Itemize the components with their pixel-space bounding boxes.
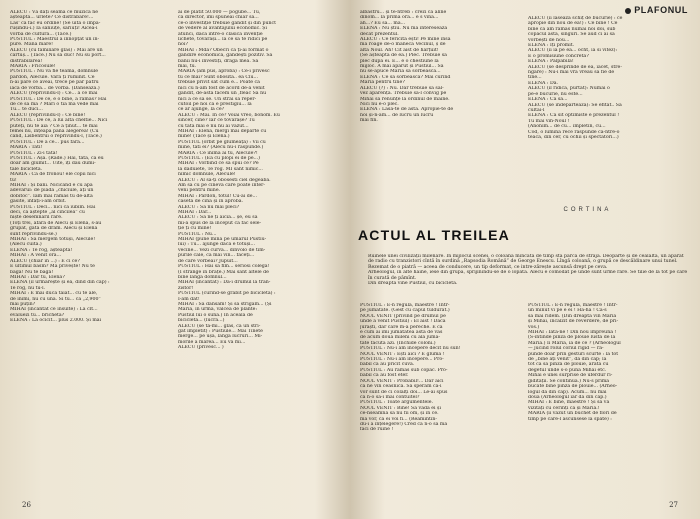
text-line: tu! bbox=[10, 177, 17, 183]
text-line: de acum două mileni cu ăla jumă- bbox=[360, 335, 440, 341]
text-line: PUSTIUL : De ce, a lui alta cheltie... Nici bbox=[10, 118, 108, 124]
text-line: NOUL VENIT (privind pe drumul pe bbox=[360, 313, 446, 319]
text-line: pardon, Alecule. Vara ți ruminit. Ce bbox=[10, 74, 95, 80]
text-line: du-i a înțelegere!) Cred că n-o să mă bbox=[360, 421, 448, 427]
text-line: NOUL VENIT : Bine! Să vadă ei și bbox=[360, 405, 441, 411]
text-line: de vedere al avantajului economic. Și bbox=[178, 26, 267, 32]
bottom-column-1 bbox=[360, 303, 520, 433]
text-line: vorbești de nou... bbox=[528, 37, 570, 43]
text-line: MIHAI : Pardon, totul! Cu-ai de... bbox=[178, 193, 258, 199]
text-line: la dăduiete, Te rog. MI sânt nimic... bbox=[178, 166, 263, 172]
header-title: PLAFONUL bbox=[634, 5, 688, 15]
text-line: ELENA : Nu știu. Nu mă interesează bbox=[360, 26, 448, 32]
text-line: MARIA (îi văzut un buchet de flori de bbox=[528, 411, 617, 417]
text-line: ALECU : Să ne ți aicia... șe, eu să bbox=[178, 215, 258, 221]
text-line: ALECU : Ce fericită ești! Pe mine însă bbox=[360, 37, 451, 43]
text-line: ELENA (îl urmărește și ea, dind din cap) : bbox=[10, 280, 110, 286]
text-line: Cod, o lumină rece răspunde ca-ntre-o bbox=[528, 129, 620, 135]
right-column-1 bbox=[360, 10, 520, 124]
intro-paragraph: Din dreapta vine Pustiul, cu bicicleta. bbox=[368, 281, 458, 287]
text-line: MIHAI : Dar tu, Elena? bbox=[10, 274, 65, 280]
text-line: babil că au fost eter. bbox=[360, 373, 409, 379]
text-line: faci de ruine ! bbox=[360, 427, 394, 433]
text-line: (S-întinde pînza de plouie lustă de la bbox=[528, 335, 616, 341]
text-line: mă roage de-o mânecă Vecinul, ș de bbox=[360, 42, 446, 48]
text-line: ție ți cu mine! bbox=[178, 226, 212, 232]
text-line: ALECU : Al să-ți obosesti ciel degeaba. bbox=[178, 177, 271, 183]
text-line: decât prezentul. bbox=[360, 31, 399, 37]
text-line: mai, tu. bbox=[178, 64, 197, 70]
text-line: Te rog, nu tu-l. bbox=[10, 285, 46, 291]
text-line: apropie din nou de ea!) : Ce bine ! Ce bbox=[528, 21, 618, 27]
text-line: MIHAI (incântat) : Da-i drumul la tran- bbox=[178, 280, 271, 286]
intro-paragraph: Ruinele unei civilizații milenare. In mijlocul scenei, o coloană mincată de timp stă parcă de strajă. Deoparte și de cealaltă, un aparat de radio cu tranzistori cîntă în surdină „Rapsodia Română” de George Enescu. Lîngă coloană, o grupă ce descăldinare unui tunel. Rezemat de o piatră — aceea de conducere, un tip deformat, ce intre-zărește ascunsă drept pe ceva. bbox=[368, 254, 684, 270]
text-line: (I strânge în brațe.) Mai sânt altele de bbox=[178, 269, 269, 275]
bottom-column-2 bbox=[528, 303, 690, 422]
text-line: tine... bbox=[528, 75, 542, 81]
text-line: ce-nseamnă să nu fii om, și în ce. bbox=[360, 411, 439, 417]
text-line: cartuș... (Tace.) Nu să duc! Nu su port... bbox=[10, 53, 106, 59]
bullet-icon bbox=[625, 8, 631, 14]
intro-paragraph: Arheologul, în alte haine, iese din grupă, sprijinindu-se de o lopată. Alecu e comodat pe unde sunt urme rare. Se tilie de la tot pe care în curată de pămînt. bbox=[368, 270, 688, 281]
text-line: Tu... te duci... bbox=[10, 107, 43, 113]
text-line: iacă de vorba... de vorbă. (Dansează.) bbox=[10, 85, 100, 91]
text-line: ALECU (se indepărtează): Se efitat.. Să bbox=[528, 102, 622, 108]
text-line: Tu mai vin-Noul ! bbox=[528, 118, 570, 124]
text-line: PUSTIUL : E-n regulă, maestre ! Intr- bbox=[360, 303, 450, 308]
text-line: puteți, nu te aia ? Ce a ținut... te mai bbox=[10, 123, 98, 129]
text-line: nimic domnule, Alecule! bbox=[178, 172, 236, 178]
text-line: când, Lisbentrui o reprivindu-l, (Tace.) bbox=[10, 134, 102, 140]
text-line: (Alecu cuită.) bbox=[10, 242, 42, 248]
text-line: ELENA : Ca să... bbox=[528, 97, 568, 103]
text-line: caseta de cina și în aprobă. bbox=[178, 199, 244, 205]
right-column-2 bbox=[528, 16, 690, 140]
text-line: MARIA : Că de fronou! ele copii nici bbox=[10, 172, 96, 178]
text-line: ELENA : Îți promit. bbox=[528, 43, 575, 49]
text-line: ALECU (îi ia pe ea... ocht, ia si vitez): bbox=[528, 48, 618, 54]
text-line: nici cu n-am fost de acord de-a venit bbox=[178, 85, 265, 91]
running-header bbox=[625, 5, 688, 15]
text-line: alta Noul. Ah! Cit aist de hărțuit! bbox=[360, 47, 439, 53]
text-line: MIHAI (pune mina pe umărul Pustiu- bbox=[178, 237, 267, 243]
text-line: mine! (Tace și Elena.) bbox=[178, 134, 230, 140]
text-line: lui) : Tu... ajunge dacă e totuși... bbox=[178, 242, 256, 248]
text-line: vos.) bbox=[528, 324, 540, 330]
text-line: găsite, înfăți-i-am orbit. bbox=[10, 199, 67, 205]
text-line: PUSTIUL (orbit pe glumeață) : Vii cu bbox=[178, 139, 266, 145]
text-line: MIHAI : A venit ora... bbox=[10, 253, 62, 259]
text-line: MIHAI : Să dansăm! Și să strigăm... (Și bbox=[178, 301, 272, 307]
text-line: PUSTIUL : Au rămas sub copac. Pro- bbox=[360, 367, 448, 373]
text-line: PUSTIUL : Deci... nici că iubim. Hai bbox=[10, 204, 96, 210]
text-line: ALECU : Vă dați seama ce muzică ne bbox=[10, 10, 99, 15]
text-line: găt împletit) : Pustiule... Măi Tinete bbox=[178, 328, 263, 334]
text-line: sincer, cine? Iar ce tovarășe? Tu bbox=[178, 118, 255, 124]
text-line: juraști, dar care m-a pereche. E ca bbox=[360, 324, 443, 330]
text-line: albastru... și te-ntreb : crezi că aline bbox=[360, 10, 447, 15]
text-line: ALECU (cu familiare glas) : Mai are un bbox=[10, 47, 103, 53]
text-line: Nici nu e-o plec. bbox=[360, 101, 399, 107]
text-line: NOUL VENIT : Ești aici ? E glumă ! bbox=[360, 351, 445, 357]
text-line: PUSTIUL : Maestrul a înnopțat un în- bbox=[10, 37, 100, 43]
text-line: de ce să mă ? Mari o tia mă vede mai bbox=[10, 101, 99, 107]
text-line: vez aparență. Trebuie să-l convig pe bbox=[360, 91, 447, 97]
text-line: MIHAI : Să mergem totuși, Alecule! bbox=[10, 237, 96, 243]
text-line: ALECU : Mai. In ce? Voiai vreo, bonom. Eu bbox=[178, 112, 280, 118]
text-line: mi-a spus de la început că fac sele- bbox=[178, 220, 262, 226]
text-line: E o promisiune concretă? bbox=[528, 53, 589, 59]
text-line: trebuie privit săt cum e... Poate că bbox=[178, 80, 260, 86]
text-line: ELENA : Că sit optimiste e prezentul ! bbox=[528, 113, 620, 119]
text-line: copacul ăsta, singuri. Se aud ci ai să bbox=[528, 32, 615, 38]
text-line: așteaptă... urlete? Ce distrăbare!... bbox=[10, 15, 94, 21]
text-line: mine, tati ei? (Alecu nu-i răspunde.) bbox=[178, 145, 264, 151]
text-line: MARIA : Ce inimă ai tu, Alecule?! bbox=[178, 150, 258, 156]
text-line: bine că am rămas numai noi doi, sub bbox=[528, 26, 616, 32]
text-line: de „bine ați venit”, dă din cap; la bbox=[528, 357, 607, 363]
text-line: Mihai e unei surprise de uferdur ri- bbox=[528, 373, 613, 379]
text-line: doua (Arheologul iar dă din cap.) bbox=[528, 394, 607, 400]
text-line: femei nu, înțeapă până alegerea! (Cu bbox=[10, 128, 99, 134]
text-line: ce-o investiție trebuie gândit și din punct bbox=[178, 20, 276, 26]
text-line: plec după ei. E... e o chestiune la bbox=[360, 58, 439, 64]
text-line: dinom... la prima oră... e s vină... bbox=[360, 15, 439, 21]
text-line: MIHAI : E mai ducă tăiat... cu te ale, bbox=[10, 291, 98, 297]
text-line: MIHAI : Dar... bbox=[178, 210, 212, 216]
text-line: tot ca să pînza de plouie, arată cu bbox=[528, 362, 609, 368]
text-line: noi și-n-am... de lucru un lucru bbox=[360, 112, 434, 118]
text-line: teacă, din cer, cu ochii și spectatori...) bbox=[528, 134, 619, 140]
text-line: ALECU (?) : Nu. Dar trebuie să sal- bbox=[360, 85, 444, 91]
text-line: Las' că fac eu ordine! (Se uită o împă- bbox=[10, 20, 101, 26]
text-line: nici a ce să se. Un strai să reper- bbox=[178, 96, 257, 102]
text-line: ALECU (se ta-mi... glas, ca un stri- bbox=[178, 323, 261, 329]
text-line: bănii nu-i investiți, draga mea. Să bbox=[178, 58, 259, 64]
text-line: zistor! bbox=[178, 285, 194, 291]
text-line: unde a venit Pustiul) : El aist ! Dacă bbox=[360, 319, 446, 325]
text-line: MIHAI : Iată-ne ! Din nou împreună ! bbox=[528, 330, 617, 336]
left-column-2 bbox=[178, 10, 340, 351]
text-line: ai de plătit 50.000 — pogube... Tu, bbox=[178, 10, 261, 15]
text-line: ALECU (îi lasează schiț de bucurie) : ce bbox=[528, 16, 623, 21]
text-line: morile a marea... Eu va mi... bbox=[178, 339, 246, 345]
text-line: MIHAI : Și bani. Nicicând e cu apa bbox=[10, 183, 93, 188]
text-line: I-am dat! bbox=[178, 296, 200, 302]
text-line: de inimi, nu cu una. Si tu... ca „2,900” bbox=[10, 296, 101, 302]
text-line: distrăbilarea! bbox=[10, 58, 43, 64]
text-line: mijloc. A mai apărut și Pustiul... Să bbox=[360, 64, 444, 70]
text-line: ELENA : Da. bbox=[528, 80, 559, 86]
text-line: evaluezi tu... bricheta? bbox=[10, 312, 65, 318]
text-line: ALECU (chiar în ...) : E ci ce? bbox=[10, 258, 80, 264]
text-line: de care vorbeai? Jupuit... bbox=[178, 258, 238, 264]
text-line: MIHAI : E bine, maestre ! Și să vă bbox=[528, 400, 610, 406]
text-line: pure. Mană mare! bbox=[10, 42, 54, 48]
text-line: (Anonim... de cu... împletin, cu... bbox=[528, 124, 606, 130]
text-line: ELENA : Palpabilă! bbox=[528, 59, 574, 65]
text-line: Maria pentru tine? bbox=[360, 80, 405, 86]
text-line: mă vor, ca ei voi fi... (Reamintin- bbox=[360, 416, 438, 422]
text-line: ELENA : La ocicit... plus 2.000. Și mai bbox=[10, 318, 102, 324]
text-line: PUSTIUL : (Ea cu plopi ei de pe...) bbox=[178, 155, 260, 161]
text-line: ah...? Eu să... mă... bbox=[360, 20, 406, 26]
text-line: vecine... Vezi curva... dinvolo de tim- bbox=[178, 247, 266, 253]
cortina-label: CORTINA bbox=[563, 207, 612, 213]
text-line: gândire economică, gândești pozitiv. Sa bbox=[178, 53, 273, 59]
text-line: PUSTIUL : Nu-i am începere decit nu sun! bbox=[360, 346, 461, 352]
text-line: grupat, gata de dram. Alecu și Elena bbox=[10, 226, 98, 232]
text-line: MIHAI (încântat ce insulte) : La clt... bbox=[10, 307, 98, 313]
text-line: ngare) : Nu-i mai vra vreau să fie de bbox=[528, 70, 615, 76]
text-line: gidității. Se continuă.) Nu-s prima bbox=[528, 378, 610, 384]
text-line: MIHAI : Mda? Obecri că ți-ai format o bbox=[178, 47, 269, 53]
text-line: PUSTIUL : Nu-i am începere... Pro- bbox=[360, 357, 444, 363]
text-line: (Toți trei, afară de Alecu și Elena, s-au bbox=[10, 220, 102, 226]
text-line: PUSTIUL : Nu... bbox=[178, 231, 217, 237]
text-line: lichete, tovarăși... la ce să te ridici pe bbox=[178, 37, 268, 43]
left-page-number: 26 bbox=[22, 501, 31, 509]
text-line: PUSTIUL : Hai să fim... seriosi colega! bbox=[178, 264, 270, 270]
text-line: și Mihai, încălzit de reverdere, de pri- bbox=[528, 319, 619, 325]
text-line: pe-e bucurie, nu este... bbox=[528, 91, 583, 97]
text-line: sunt reprivindu-se.) bbox=[10, 231, 57, 237]
text-line: să mai ridem. (Din dreapta vin Maria bbox=[528, 313, 617, 319]
text-line: (Se așteaptă de ea.) Plec. Trebuie să bbox=[360, 53, 447, 59]
text-line: că n-o să-i mai contuitel? bbox=[360, 394, 420, 400]
text-line: doar am glumit... Uite, îți dau dumi- bbox=[10, 161, 96, 167]
text-line: vorba de cultura... (Tace.) bbox=[10, 31, 72, 37]
text-line: ALECU (îl ridica, purtat): Numai o bbox=[528, 86, 610, 92]
text-line: E ultimul basm? Mă privește! Nu te bbox=[10, 264, 95, 270]
text-line: un minut vi pe e ei ! Ha-ha ! Ca-s bbox=[528, 308, 607, 314]
text-line: PUSTIUL : Toate argumentele. bbox=[360, 400, 434, 406]
text-line: PUSTIUL : De a ce... pus fără... bbox=[10, 139, 85, 145]
text-line: adevărul: de piadă „chiciule, ați un bbox=[10, 188, 94, 194]
stage-directions bbox=[368, 254, 690, 286]
text-line: ELENA : Te rog, așteaptă! bbox=[10, 247, 73, 253]
text-line: bicicletă... (lucră...) bbox=[178, 318, 225, 324]
text-line: bucate bine pînza de plouie... (Arheo- bbox=[528, 384, 618, 390]
text-line: merge... pe ușa, lângă lucruri... Mi- bbox=[178, 334, 263, 340]
right-page bbox=[350, 0, 700, 519]
right-page-number: 27 bbox=[669, 501, 678, 509]
text-line: logul dă din cap). Acum... nu mai bbox=[528, 389, 607, 395]
text-line: PUSTIUL : De ce, e o bine, a rămas? Hai bbox=[10, 96, 107, 102]
text-line: Maria, în urmă, vâlcea de plante: bbox=[178, 307, 258, 313]
text-line: PUSTIUL (curind-se grăbit pe bicicletă) : bbox=[178, 291, 276, 297]
text-line: e cum ai îmi jumătatea asta de vas bbox=[360, 330, 443, 336]
text-line: atunci, dacă între-o clasică invenție bbox=[178, 31, 263, 37]
text-line: bagă! Nu te bagă! bbox=[10, 269, 54, 275]
text-line: purile cale, că mai vin... faceți... bbox=[178, 253, 255, 259]
text-line: cu tată mai e nu nu ai văzut... bbox=[178, 123, 249, 129]
text-line: ELENA : Lasă-te de asta. Apropie-te de bbox=[360, 107, 454, 113]
text-line: timp pe care-l ascunsese la spate) : bbox=[528, 416, 612, 422]
text-line: MIHAI : Vorbind ce să spui ce? Pe bbox=[178, 161, 259, 167]
text-line: noi? bbox=[178, 42, 188, 48]
text-line: pe jumătate. (Gest cu capul tuldurat.) bbox=[360, 308, 450, 314]
text-line: vor sunt de ci colalți doi... Le-ai spus bbox=[360, 389, 448, 395]
text-line: PUSTIUL : E-n regulă, maestre ! Intr- bbox=[528, 303, 618, 308]
text-line: mai fin. bbox=[360, 118, 378, 124]
text-line: veni pentru mine. bbox=[178, 188, 221, 194]
text-line: bine lângă domnul... bbox=[178, 274, 227, 280]
text-line: ALECU (reprivindu-l) : Ce bine! bbox=[10, 112, 86, 118]
text-line: tu ce mai? Sunt obosită.. ea Clu... bbox=[178, 74, 258, 80]
text-line: ALECU : Să nu mai pleci? bbox=[178, 204, 240, 210]
text-line: punde doar prin gesturi scurte : la tot bbox=[528, 351, 619, 357]
text-line: că ne vin ceasnică. Să sperăm că-i bbox=[360, 384, 442, 390]
text-line: tale bicicleta. bbox=[10, 166, 43, 172]
text-line: cutoil pe noi că e prestigiu... la bbox=[178, 101, 252, 107]
text-line: mai puțin? bbox=[10, 301, 36, 307]
text-line: niște desemnăril rare. bbox=[10, 215, 63, 221]
act-title: ACTUL AL TREILEA bbox=[358, 227, 510, 243]
text-line: Maria.) Ii Maria, ia de ce ? (Arheologul bbox=[528, 340, 621, 346]
text-line: rușindu-i.) Ia săniuțe, săriuți! Aicea-i bbox=[10, 26, 98, 32]
text-line: MIHAI : Elena, mergi mai departe cu bbox=[178, 128, 267, 134]
text-line: babil că au pricit cuva. bbox=[360, 362, 415, 368]
text-line: — jucind rolul coriul rigid — ră- bbox=[528, 346, 604, 352]
text-line: gândit, de-asta facem un ,fleac Să nu bbox=[178, 91, 267, 97]
text-line: MARIA : Fricosule! bbox=[10, 64, 56, 70]
text-line: MARIA (am pus, aprobă) : Ce-i privesc bbox=[178, 69, 270, 75]
text-line: Mihai să renunțe la ordinul de mâine. bbox=[360, 96, 450, 102]
text-line: PUSTIUL : Zi-i tata! bbox=[10, 150, 58, 156]
text-line: nu se-apuce Maria să sorbească... bbox=[360, 69, 441, 75]
text-line: Am să cu pe cineva care poate inter- bbox=[178, 183, 265, 188]
text-line: NOUL VENIT : Probabil!... Dar aici bbox=[360, 378, 444, 384]
text-line: ELENA : Ce să sorbească? Mai curind bbox=[360, 74, 451, 80]
text-line: dobitoc”. Iam mai rămas tu de-alta bbox=[10, 193, 93, 199]
text-line: ca director, îmi spuneai chiar să... bbox=[178, 15, 259, 21]
text-line: n-ai pare ce aveai, trece pe par patru bbox=[10, 80, 99, 86]
text-line: ALECU (reprivindu-l) : Ce... a ce mai bbox=[10, 91, 98, 97]
text-line: PUSTIUL : Nu vă fie teamă, domnule bbox=[10, 69, 99, 75]
text-line: PUSTIUL : Așa. (Râde.) Hai, tată, că eu bbox=[10, 155, 104, 161]
text-line: vizitați cu cerinți ca și Maria.! bbox=[528, 405, 600, 411]
text-line: Pustiul lui o sună.) In aceală de bbox=[178, 312, 253, 318]
text-line: degetul unde s-o pună Mihai etc. bbox=[528, 367, 607, 373]
text-line: ce ar ajunge, la ce? bbox=[178, 107, 225, 113]
text-line: ALECU (se desprinde de ea, iacet, stre- bbox=[528, 64, 622, 70]
text-line: deci, că aștepte „al cincilea” cu bbox=[10, 210, 85, 216]
text-line: cultăi-l bbox=[528, 107, 545, 113]
text-line: MARIA : Tati! bbox=[10, 145, 43, 151]
text-line: ALECU (privesc... ) bbox=[178, 345, 224, 351]
left-column-1 bbox=[10, 10, 170, 324]
text-line: tate făcută azi. (Închide coloni.) bbox=[360, 340, 436, 346]
